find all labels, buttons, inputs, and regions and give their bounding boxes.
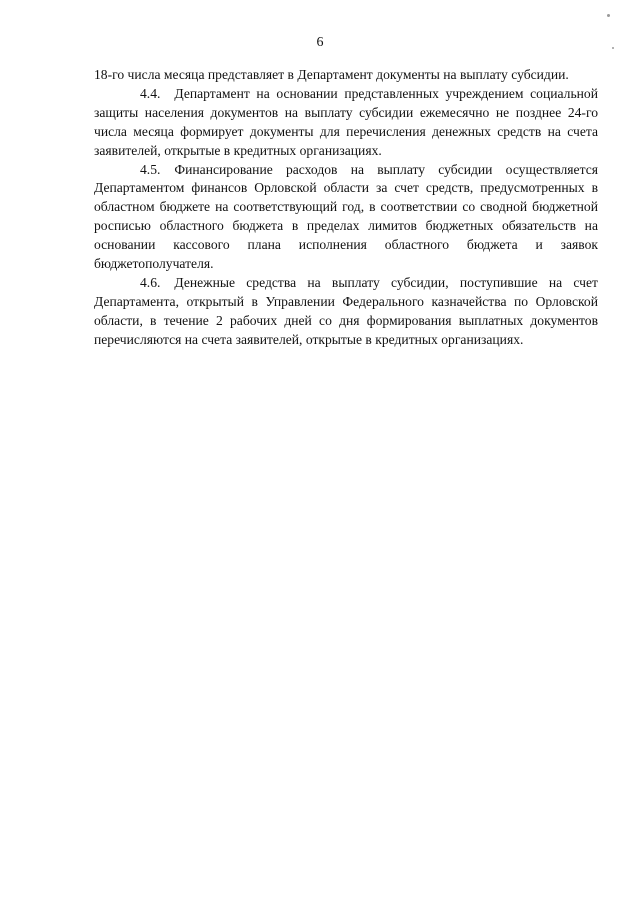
paragraph-number: 4.5. [140,161,161,177]
scan-speck [607,14,610,17]
page-number: 6 [316,35,324,50]
paragraph-4-5 [94,161,598,274]
paragraph-4-4 [94,85,598,161]
paragraph-4-6 [94,274,598,350]
paragraph-text: Департамент на основании представленных учреждением социальной защиты населения документов на выплату субсидии ежемесячно не позднее 24-го числа месяца формирует документы для перечисления денежных средств на счета заявителей, открытые в кредитных организациях. [94,85,598,158]
paragraph-number: 4.6. [140,274,161,290]
document-body [94,66,598,350]
paragraph-text: Денежные средства на выплату субсидии, поступившие на счет Департамента, открытый в Управлении Федерального казначейства по Орловской области, в течение 2 рабочих дней со дня формирования выплатных документов перечисляются на счета заявителей, открытые в кредитных организациях. [94,274,598,347]
paragraph-continuation [94,66,598,85]
paragraph-number: 4.4. [140,85,161,101]
paragraph-text: Финансирование расходов на выплату субсидии осуществляется Департаментом финансов Орловской области за счет средств, предусмотренных в областном бюджете на соответствующий год, в соответствии со сводной бюджетной росписью областного бюджета в пределах лимитов бюджетных обязательств на основании кассового плана исполнения областного бюджета и заявок бюджетополучателя. [94,161,598,272]
paragraph-text: 18-го числа месяца представляет в Департамент документы на выплату субсидии. [94,67,569,82]
